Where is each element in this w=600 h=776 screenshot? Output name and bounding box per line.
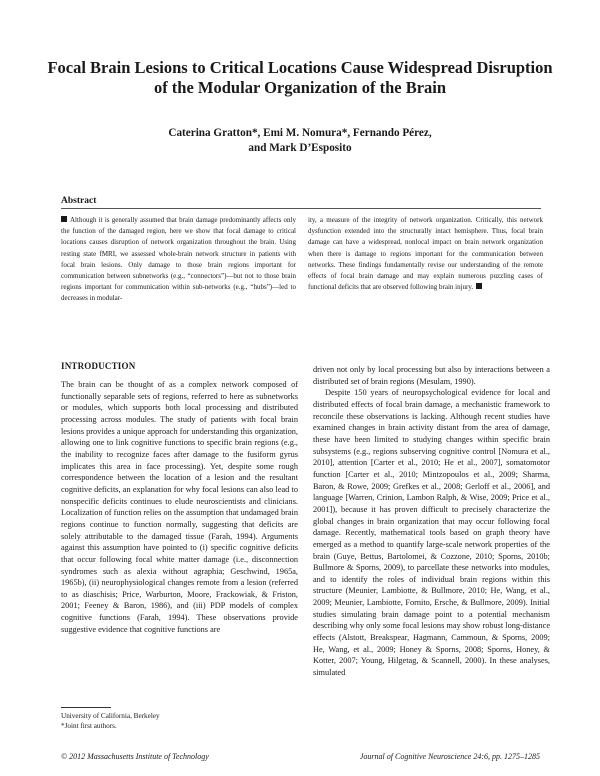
end-square-icon bbox=[476, 283, 482, 289]
body-right-column bbox=[313, 364, 550, 679]
intro-paragraph-1: The brain can be thought of as a complex network composed of functionally separable sets of regions, referred to here as subnetworks or modules, which supports both local processing and distributed processing across modules. The study of patients with focal brain lesions provides a unique approach for understanding this organization, allowing one to link cognitive functions to specific brain regions (e.g., the inability to recognize faces after damage to the fusiform gyrus implicates this area in face processing). Yet, despite some rough correspondence between the location of a lesion and the resultant cognitive deficits, an explanation for why focal lesions can also lead to nonspecific deficits continues to elude neuroscientists and clinicians. Localization of function relies on the assumption that undamaged brain regions continue to function normally, suggesting that deficits are solely attributable to the damaged tissue (Farah, 1994). Arguments against this assumption have pointed to (i) specific cognitive deficits that occur following focal white matter damage (i.e., disconnection syndromes such as alexia without agraphia; Geschwind, 1965a, 1965b), (ii) neurophysiological changes remote from a lesion (referred to as diaschisis; Price, Warburton, Moore, Frackowiak, & Friston, 2001; Feeney & Baron, 1986), and (iii) PDP models of complex cognitive functions (Farah, 1994). These observations provide suggestive evidence that cognitive functions are bbox=[61, 380, 298, 634]
abstract-text-left: Although it is generally assumed that brain damage predominantly affects only the function of the damaged region, here we show that focal damage to critical locations causes disruption of network organization throughout the brain. Using resting state fMRI, we assessed whole-brain network structure in patients with focal brain lesions. Only damage to those brain regions important for communication between subnetworks (e.g., “connectors”)—but not to those brain regions important for communication within sub-networks (e.g., “hubs”)—led to decreases in modular- bbox=[61, 216, 296, 303]
body-left-column bbox=[61, 379, 298, 635]
footnote-divider bbox=[61, 707, 111, 708]
author-line-1: Caterina Gratton*, Emi M. Nomura*, Fernando Pérez, bbox=[168, 127, 432, 139]
copyright-notice: © 2012 Massachusetts Institute of Technology bbox=[61, 752, 209, 761]
author-line-2: and Mark D’Esposito bbox=[248, 142, 352, 154]
abstract-text-right: ity, a measure of the integrity of network organization. Critically, this network dysfunction extended into the structurally intact hemisphere. Thus, focal brain damage can have a widespread, nonlocal impact on brain network organization when there is damage to regions important for the communication between networks. These findings fundamentally revise our understanding of the remote effects of focal brain damage and may explain numerous puzzling cases of functional deficits that are observed following brain injury. bbox=[308, 216, 543, 292]
paper-title: Focal Brain Lesions to Critical Locations Cause Widespread Disruption of the Modular Organization of the Brain bbox=[47, 58, 553, 97]
abstract-left-column bbox=[61, 215, 296, 305]
abstract-right-column bbox=[308, 215, 543, 293]
author-list bbox=[60, 126, 540, 156]
abstract-divider bbox=[61, 208, 541, 209]
intro-paragraph-1-continued: driven not only by local processing but also by interactions between a distributed set of brain regions (Mesulam, 1990). bbox=[313, 365, 550, 386]
affiliation-footnote: University of California, Berkeley bbox=[61, 712, 160, 720]
introduction-heading: INTRODUCTION bbox=[61, 361, 136, 371]
footnotes bbox=[61, 711, 301, 731]
abstract-heading: Abstract bbox=[61, 196, 97, 206]
intro-paragraph-2: Despite 150 years of neuropsychological evidence for local and distributed effects of focal brain damage, a mechanistic framework to reconcile these observations is lacking. Although recent studies have examined changes in brain activity distant from the area of damage, these have been limited to studying changes within specific brain subsystems (e.g., regions subserving cognitive control [Nomura et al., 2010], attention [Carter et al., 2010; He et al., 2007], somatomotor function [Carter et al., 2010; Mintzopoulos et al., 2009; Sharma, Baron, & Rowe, 2009; Grefkes et al., 2008; Gerloff et al., 2006], and language [Warren, Crinion, Lambon Ralph, & Wise, 2009; Price et al., 2001]), because it has proven difficult to precisely characterize the global changes in brain organization that may occur following focal damage. Recently, mathematical tools based on graph theory have emerged as a method to quantify large-scale network properties of the brain (Guye, Bettus, Bartolomei, & Cozzone, 2010; Sporns, 2010b; Bullmore & Sporns, 2009), to parcellate these networks into modules, and to identify the roles of individual brain regions within this structure (Meunier, Lambiotte, & Bullmore, 2010; He, Wang, et al., 2009; Meunier, Lambiotte, Fornito, Ersche, & Bullmore, 2009). Initial studies simulating brain damage point to a potential mechanism describing why only some focal lesions may show robust long-distance effects (Alstott, Breakspear, Hagmann, Cammoun, & Sporns, 2009; He, Wang, et al., 2009; Honey & Sporns, 2008; Sporns, Honey, & Kotter, 2007; Young, Hilgetag, & Scannell, 2000). In these analyses, simulated bbox=[313, 388, 550, 678]
journal-citation: Journal of Cognitive Neuroscience 24:6, pp. 1275–1285 bbox=[359, 752, 540, 761]
section-square-icon bbox=[61, 216, 67, 222]
joint-author-footnote: *Joint first authors. bbox=[61, 722, 117, 730]
